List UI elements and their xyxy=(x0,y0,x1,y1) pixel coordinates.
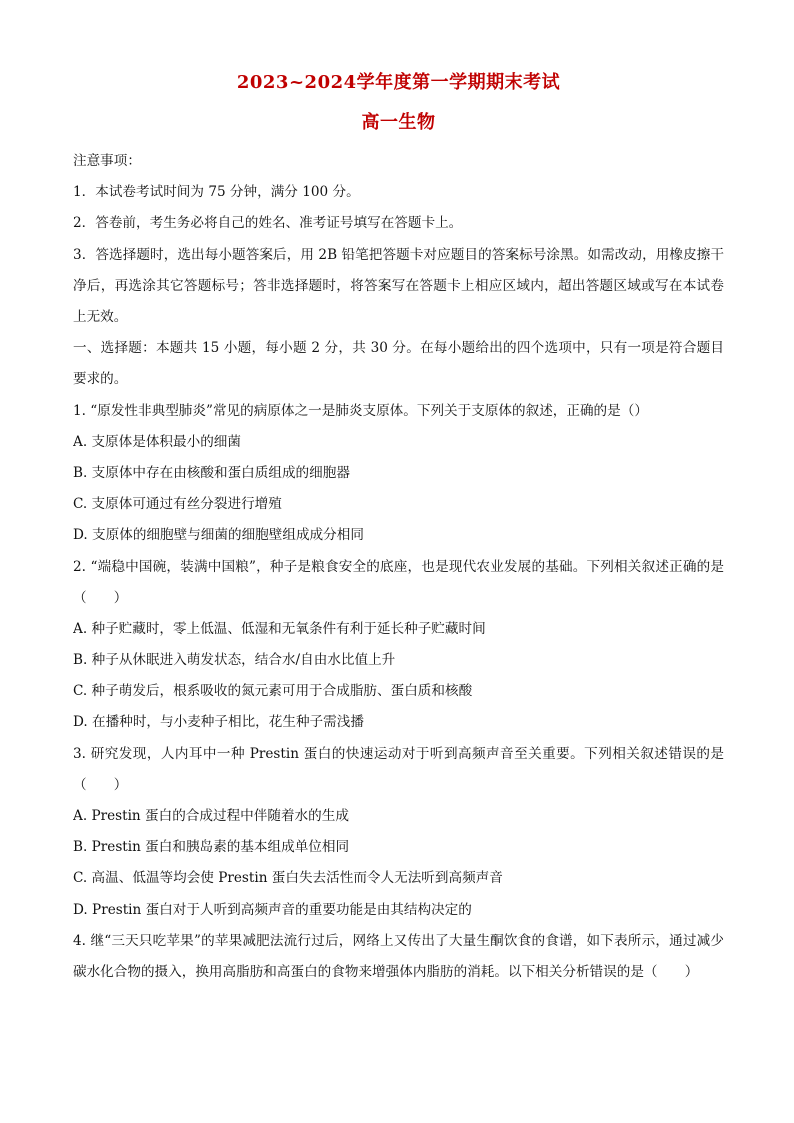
note-item: 2．答卷前，考生务必将自己的姓名、准考证号填写在答题卡上。 xyxy=(73,215,463,232)
question-stem: 3. 研究发现，人内耳中一种 Prestin 蛋白的快速运动对于听到高频声音至关重要。下列相关叙述错误的是（ ） xyxy=(73,745,724,793)
question-option: C. 种子萌发后，根系吸收的氮元素可用于合成脂肪、蛋白质和核酸 xyxy=(73,683,473,700)
question-option: A. Prestin 蛋白的合成过程中伴随着水的生成 xyxy=(73,808,349,825)
question-option: C. 高温、低温等均会使 Prestin 蛋白失去活性而令人无法听到高频声音 xyxy=(73,870,503,887)
question-option: D. Prestin 蛋白对于人听到高频声音的重要功能是由其结构决定的 xyxy=(73,901,472,918)
question-option: B. 种子从休眠进入萌发状态，结合水/自由水比值上升 xyxy=(73,652,396,669)
note-item: 3．答选择题时，选出每小题答案后，用 2B 铅笔把答题卡对应题目的答案标号涂黑。如需改动，用橡皮擦干净后，再选涂其它答题标号；答非选择题时，将答案写在答题卡上相应区域内，超出答题区域或写在本试卷上无效。 xyxy=(73,246,724,325)
exam-body xyxy=(73,146,724,988)
question-option: B. 支原体中存在由核酸和蛋白质组成的细胞器 xyxy=(73,464,350,481)
question-option: D. 在播种时，与小麦种子相比，花生种子需浅播 xyxy=(73,714,364,731)
question-option: D. 支原体的细胞壁与细菌的细胞壁组成成分相同 xyxy=(73,527,364,544)
section-heading: 一、选择题：本题共 15 小题，每小题 2 分，共 30 分。在每小题给出的四个选项中，只有一项是符合题目要求的。 xyxy=(73,340,724,388)
notes-heading: 注意事项： xyxy=(73,153,141,169)
question-stem: 1. “原发性非典型肺炎”常见的病原体之一是肺炎支原体。下列关于支原体的叙述，正确的是（） xyxy=(73,402,648,419)
exam-title: 2023~2024学年度第一学期期末考试 xyxy=(236,72,561,93)
question-option: B. Prestin 蛋白和胰岛素的基本组成单位相同 xyxy=(73,839,350,856)
note-item: 1．本试卷考试时间为 75 分钟，满分 100 分。 xyxy=(73,184,360,201)
question-stem: 2. “端稳中国碗，装满中国粮”，种子是粮食安全的底座，也是现代农业发展的基础。下列相关叙述正确的是（ ） xyxy=(73,558,724,606)
question-stem: 4. 继“三天只吃苹果”的苹果减肥法流行过后，网络上又传出了大量生酮饮食的食谱，如下表所示，通过减少碳水化合物的摄入，换用高脂肪和高蛋白的食物来增强体内脂肪的消耗。以下相关分析错误的是（ ） xyxy=(73,932,724,981)
question-option: C. 支原体可通过有丝分裂进行增殖 xyxy=(73,496,282,513)
question-option: A. 支原体是体积最小的细菌 xyxy=(73,433,241,450)
question-option: A. 种子贮藏时，零上低温、低湿和无氧条件有利于延长种子贮藏时间 xyxy=(73,620,486,637)
exam-subject: 高一生物 xyxy=(361,112,436,133)
